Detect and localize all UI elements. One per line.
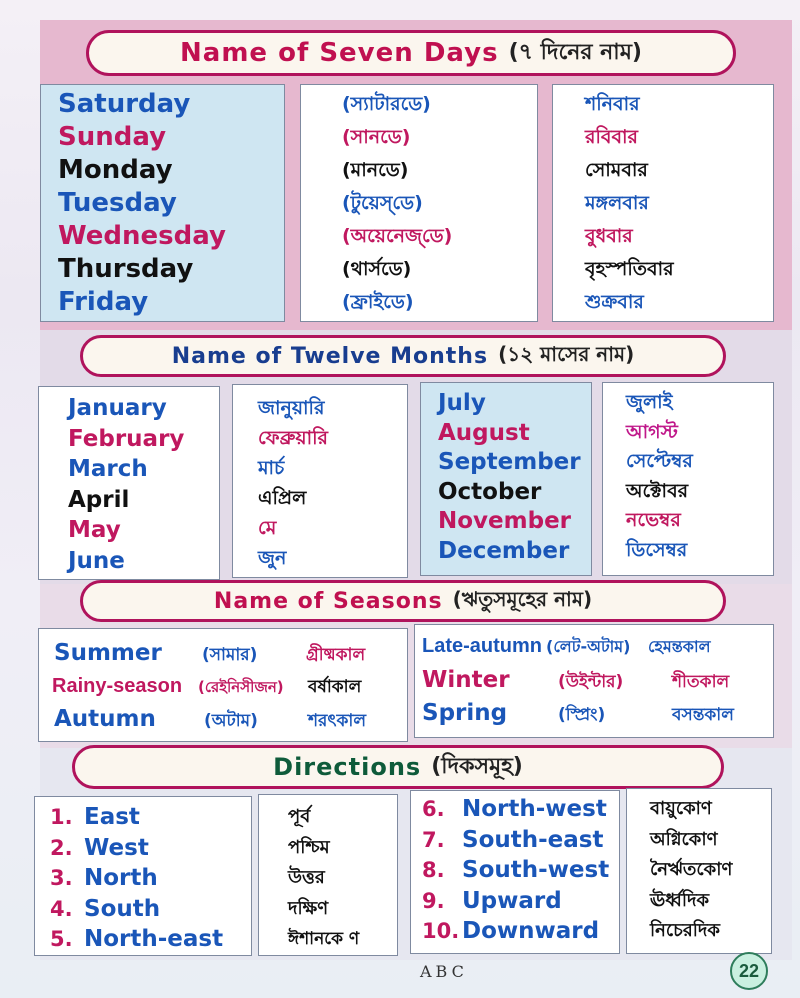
direction-en: North-west	[462, 796, 607, 822]
months-title-en: Name of Twelve Months	[171, 343, 489, 369]
month-bn: জুলাই	[626, 391, 673, 413]
direction-en: South-west	[462, 857, 610, 883]
months-title	[80, 335, 726, 377]
directions-list-2	[422, 794, 609, 947]
month-bn: মার্চ	[258, 457, 285, 479]
day-pron: (সানডে)	[342, 126, 411, 148]
month-en: August	[438, 419, 530, 446]
month-en: June	[68, 547, 125, 574]
season-en: Autumn	[54, 706, 156, 732]
directions-list-1	[50, 802, 223, 955]
direction-num: 10.	[422, 919, 460, 943]
direction-en: Downward	[462, 918, 600, 944]
season-pron: (স্প্রিং)	[558, 705, 606, 725]
direction-num: 3.	[50, 866, 73, 890]
seasons-title	[80, 580, 726, 622]
months-bn-list-1	[258, 393, 328, 573]
season-pron: (লেট-অটাম)	[546, 637, 631, 656]
season-row	[422, 700, 734, 730]
direction-num: 1.	[50, 805, 73, 829]
day-pron: (অয়েনেজ্‌ডে)	[342, 225, 453, 247]
day-en: Wednesday	[58, 221, 226, 251]
days-title-bn: (৭ দিনের নাম)	[508, 39, 642, 65]
direction-en: Upward	[462, 887, 562, 914]
day-bn: রবিবার	[585, 126, 638, 148]
day-en: Friday	[58, 287, 149, 317]
direction-bn: নৈর্ঋতকোণ	[650, 859, 733, 880]
season-pron: (সামার)	[202, 645, 258, 665]
direction-num: 9.	[422, 888, 445, 913]
season-bn: শরৎকাল	[308, 711, 366, 731]
direction-num: 7.	[422, 827, 445, 852]
direction-num: 4.	[50, 896, 73, 921]
direction-bn: পশ্চিম	[288, 836, 330, 858]
month-en: October	[438, 478, 542, 505]
season-row	[422, 667, 729, 697]
day-en: Saturday	[58, 89, 191, 119]
month-bn: এপ্রিল	[258, 487, 307, 509]
month-en: December	[438, 537, 570, 564]
season-row	[52, 674, 361, 702]
directions-bn-list-2	[650, 794, 732, 947]
footer-label: ABC	[420, 962, 468, 981]
month-en: March	[68, 456, 148, 482]
months-bn-list-2	[626, 388, 693, 565]
directions-title-en: Directions	[273, 753, 422, 781]
direction-bn: বায়ুকোণ	[650, 798, 712, 819]
month-en: January	[68, 395, 167, 421]
day-bn: বুধবার	[585, 225, 633, 247]
season-en: Spring	[422, 700, 508, 726]
day-en: Tuesday	[58, 188, 177, 218]
day-pron: (থার্সডে)	[342, 258, 412, 280]
season-pron: (উইন্টার)	[558, 672, 624, 692]
months-en-list-2	[438, 389, 581, 566]
month-bn: জুন	[258, 547, 287, 569]
direction-en: East	[84, 804, 140, 830]
season-en: Summer	[54, 640, 162, 666]
direction-num: 2.	[50, 835, 73, 860]
season-bn: শীতকাল	[672, 672, 730, 692]
season-en: Winter	[422, 667, 510, 693]
season-en: Late-autumn	[422, 635, 542, 657]
direction-en: South-east	[462, 826, 604, 853]
day-pron: (টুয়েস্‌ডে)	[342, 192, 423, 214]
days-bn-list	[585, 88, 674, 319]
month-bn: ডিসেম্বর	[626, 538, 688, 561]
season-pron: (অটাম)	[204, 711, 258, 731]
direction-bn: নিচেরদিক	[650, 920, 720, 941]
month-en: February	[68, 425, 185, 452]
months-en-list-1	[68, 393, 184, 576]
day-bn: সোমবার	[585, 159, 648, 181]
day-en: Thursday	[58, 254, 194, 284]
directions-bn-list-1	[288, 802, 359, 955]
direction-num: 8.	[422, 858, 445, 882]
days-title	[86, 30, 736, 76]
month-bn: মে	[258, 517, 277, 539]
month-en: July	[438, 390, 486, 416]
day-bn: মঙ্গলবার	[585, 192, 649, 214]
month-bn: আগস্ট	[626, 420, 678, 443]
season-row	[54, 640, 365, 670]
season-bn: বর্ষাকাল	[308, 677, 362, 697]
direction-en: North-east	[84, 926, 224, 952]
direction-num: 6.	[422, 797, 445, 821]
direction-bn: ঈশানকে ণ	[288, 929, 360, 949]
season-bn: বসন্তকাল	[672, 705, 734, 725]
direction-bn: দক্ষিণ	[288, 897, 329, 919]
day-bn: বৃহস্পতিবার	[585, 258, 674, 280]
direction-en: West	[84, 834, 149, 861]
season-en: Rainy-season	[52, 675, 183, 697]
day-pron: (মানডে)	[342, 159, 409, 181]
direction-bn: অগ্নিকোণ	[650, 828, 718, 850]
direction-en: North	[84, 865, 158, 891]
direction-bn: উত্তর	[288, 867, 325, 888]
season-bn: হেমন্তকাল	[648, 637, 711, 656]
page-number: 22	[730, 952, 768, 990]
directions-title	[72, 745, 724, 789]
month-bn: ফেব্রুয়ারি	[258, 427, 328, 449]
month-bn: সেপ্টেম্বর	[626, 450, 693, 472]
seasons-title-bn: (ঋতুসমূহের নাম)	[452, 586, 593, 611]
direction-num: 5.	[50, 927, 73, 951]
season-row	[422, 634, 711, 661]
day-pron: (ফ্রাইডে)	[342, 291, 414, 313]
day-bn: শুক্রবার	[585, 291, 644, 313]
month-en: April	[68, 486, 130, 513]
days-title-en: Name of Seven Days	[180, 38, 499, 68]
season-pron: (রেইনিসীজন)	[198, 678, 284, 696]
month-bn: অক্টোবর	[626, 479, 689, 502]
month-en: September	[438, 449, 581, 475]
direction-bn: ঊর্ধ্বদিক	[650, 889, 710, 911]
season-bn: গ্রীষ্মকাল	[306, 645, 366, 665]
days-pron-list	[342, 88, 452, 319]
day-bn: শনিবার	[585, 93, 640, 115]
month-en: November	[438, 508, 572, 534]
month-bn: জানুয়ারি	[258, 397, 325, 419]
season-row	[54, 706, 366, 736]
seasons-title-en: Name of Seasons	[213, 588, 443, 614]
month-en: May	[68, 517, 121, 543]
month-bn: নভেম্বর	[626, 509, 681, 531]
direction-en: South	[84, 895, 161, 922]
day-pron: (স্যাটারডে)	[342, 93, 431, 115]
directions-title-bn: (দিকসমূহ)	[431, 753, 523, 779]
day-en: Monday	[58, 155, 173, 185]
days-en-list	[58, 88, 226, 319]
months-title-bn: (১২ মাসের নাম)	[498, 341, 635, 366]
direction-bn: পূর্ব	[288, 806, 311, 827]
day-en: Sunday	[58, 122, 167, 152]
